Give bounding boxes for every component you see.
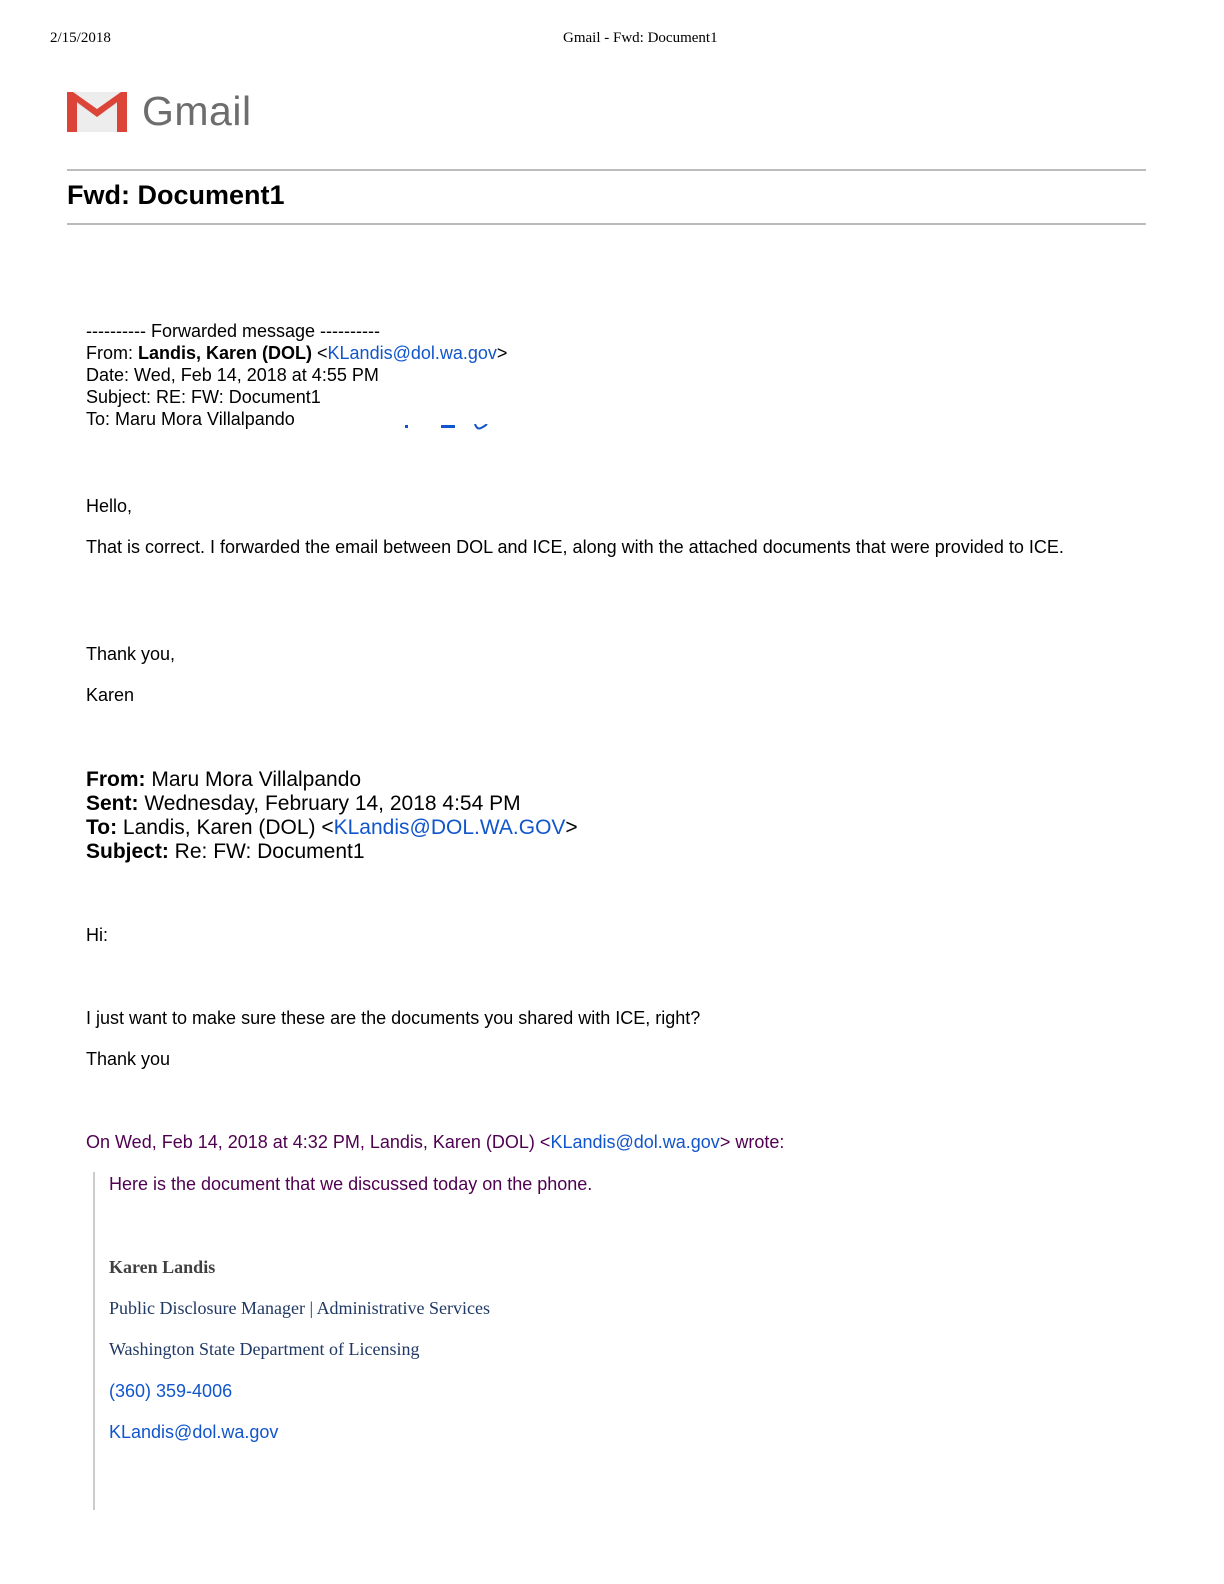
forwarded-from-email-link[interactable]: KLandis@dol.wa.gov [327,343,497,363]
quoted-sig-title: Public Disclosure Manager | Administrative Services [109,1298,491,1318]
reply-thanks: Thank you, [86,644,176,664]
reply-paragraph: That is correct. I forwarded the email between DOL and ICE, along with the attached documents that were provided to ICE. [86,537,1064,557]
original-from-label: From: [86,768,146,791]
original-subject-label: Subject: [86,840,169,863]
original-thanks: Thank you [86,1049,171,1069]
original-to-line: To: Landis, Karen (DOL) <KLandis@DOL.WA.GOV> [86,816,578,839]
original-from-value: Maru Mora Villalpando [145,768,362,791]
forwarded-from-name: Landis, Karen (DOL) [138,343,313,363]
original-to-value: Landis, Karen (DOL) < [117,816,334,839]
gmail-logo [66,88,252,135]
reply-greeting: Hello, [86,496,133,516]
quoted-attribution-prefix: On Wed, Feb 14, 2018 at 4:32 PM, Landis, Karen (DOL) < [86,1132,551,1152]
quote-bar [93,1172,95,1510]
quoted-attribution-email-link[interactable]: KLandis@dol.wa.gov [550,1132,720,1152]
reply-signature: Karen [86,685,135,705]
original-sent-value: Wednesday, February 14, 2018 4:54 PM [138,792,521,815]
original-sent-label: Sent: [86,792,139,815]
original-sent-line [86,792,521,816]
quoted-message: Here is the document that we discussed today on the phone. [109,1174,593,1194]
original-subject-value: Re: FW: Document1 [168,840,365,863]
quoted-sig-email-link[interactable]: KLandis@dol.wa.gov [109,1422,279,1442]
thread-subject: Fwd: Document1 [67,180,285,210]
original-paragraph: I just want to make sure these are the documents you shared with ICE, right? [86,1008,701,1028]
original-subject-line [86,840,365,864]
original-to-email-link[interactable]: KLandis@DOL.WA.GOV [333,816,566,839]
print-date: 2/15/2018 [50,30,111,46]
original-greeting: Hi: [86,925,108,945]
quoted-sig-name: Karen Landis [109,1257,216,1277]
forwarded-from-label: From: [86,343,138,363]
gmail-envelope-icon [66,90,128,134]
original-to-label: To: [86,816,118,839]
print-title: Gmail - Fwd: Document1 [563,30,718,46]
redacted-email-remnant [405,424,493,430]
forwarded-date-line: Date: Wed, Feb 14, 2018 at 4:55 PM [86,365,379,385]
quoted-attribution [86,1131,1116,1154]
header-rule-bottom [67,223,1146,225]
header-rule-top [67,169,1146,171]
forwarded-divider: ---------- Forwarded message ---------- [86,321,380,341]
gmail-wordmark: Gmail [142,88,252,134]
quoted-sig-phone-link[interactable]: (360) 359-4006 [109,1381,233,1401]
quoted-sig-org: Washington State Department of Licensing [109,1339,420,1359]
forwarded-to-line: To: Maru Mora Villalpando [86,409,295,429]
forwarded-subject-line: Subject: RE: FW: Document1 [86,387,321,407]
quoted-attribution-suffix: > wrote: [719,1132,785,1152]
forwarded-from-line: From: Landis, Karen (DOL) <KLandis@dol.wa.gov> [86,343,508,363]
original-from-line [86,768,361,792]
